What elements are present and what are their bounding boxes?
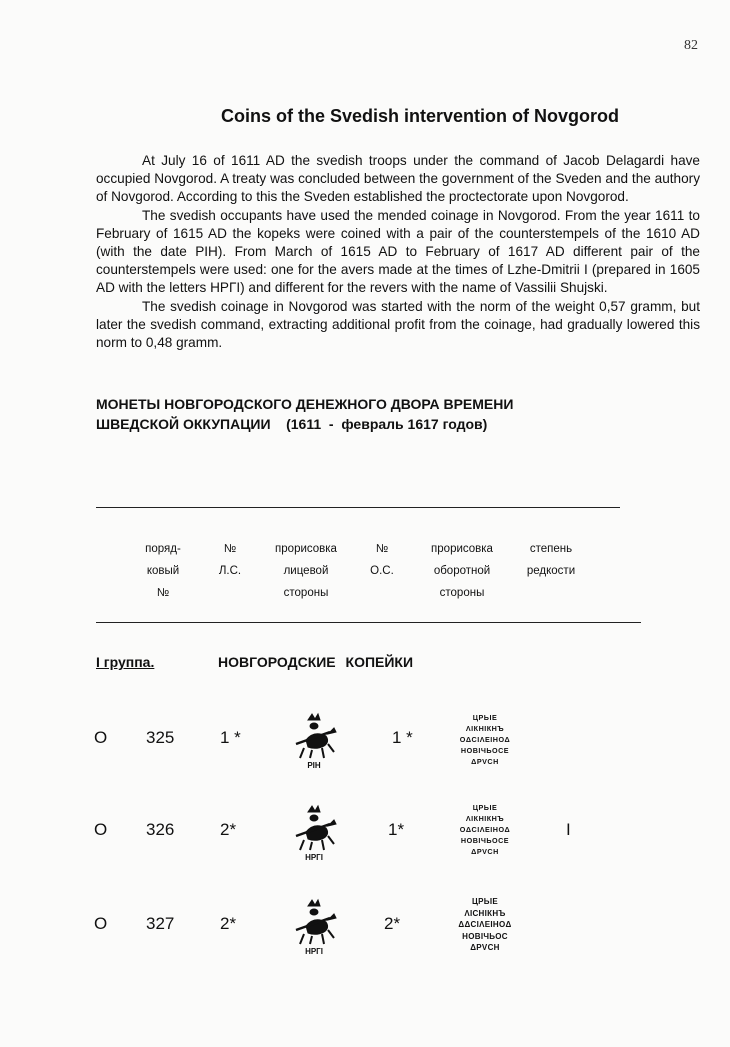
- paragraph: At July 16 of 1611 AD the svedish troops under the command of Jacob Delagardi have occupied Novgorod. A treaty was concluded between the government of the Sveden and the authory of Novgorod. According to this the Sveden established the proctectorate upon Novgorod.: [96, 153, 700, 205]
- group-label: I группа.: [96, 654, 155, 670]
- reverse-number: 1 *: [392, 728, 413, 747]
- coin-obverse-drawing: [284, 710, 346, 772]
- russian-heading: [96, 394, 513, 434]
- column-header-reverse-number: № О.С.: [370, 543, 394, 577]
- column-header-serial: поряд- ковый №: [145, 543, 181, 599]
- obverse-number: 1 *: [220, 728, 241, 747]
- svg-text:НРГI: НРГI: [305, 947, 323, 956]
- column-header-obverse-drawing: прорисовка лицевой стороны: [275, 543, 337, 599]
- paragraph: The svedish coinage in Novgorod was started with the norm of the weight 0,57 gramm, but later the svedish command, extracting additional profit from the coinage, had gradually lowered this norm to 0,48 gramm.: [96, 298, 700, 351]
- rarity-mark: О: [94, 914, 108, 933]
- horseman-icon: [284, 710, 346, 772]
- table-top-rule: [96, 507, 620, 508]
- page-number: 82: [684, 38, 698, 53]
- page-title: Coins of the Svedish intervention of Novgorod: [220, 106, 619, 126]
- column-header-rarity: степень редкости: [526, 543, 576, 577]
- rarity-mark: О: [94, 728, 108, 747]
- horseman-icon: [284, 896, 346, 958]
- reverse-number: 2*: [384, 914, 401, 933]
- russian-heading-line: МОНЕТЫ НОВГОРОДСКОГО ДЕНЕЖНОГО ДВОРА ВРЕМЕНИ: [96, 396, 514, 412]
- coin-obverse-drawing: [284, 896, 346, 958]
- horseman-icon: [284, 802, 346, 864]
- obverse-number: 2*: [220, 820, 237, 839]
- column-header-reverse-drawing: прорисовка оборотной стороны: [431, 543, 493, 599]
- paragraph: The svedish occupants have used the mended coinage in Novgorod. From the year 1611 to February of 1615 AD the kopeks were coined with a pair of the counterstempels of the 1610 AD (with the date PIH). From March of 1615 AD to February of 1617 AD different pair of the counterstempels were used: one for the avers made at the times of Lzhe-Dmitrii I (prepared in 1605 AD with the letters HPГI) and different for the revers with the name of Vassilii Shujski.: [96, 207, 700, 296]
- column-header-obverse-number: № Л.С.: [218, 543, 242, 577]
- russian-heading-line: ШВЕДСКОЙ ОККУПАЦИИ (1611 - февраль 1617 годов): [96, 416, 488, 432]
- group-name: НОВГОРОДСКИЕ КОПЕЙКИ: [218, 654, 414, 670]
- serial-number: 325: [146, 728, 175, 747]
- coin-reverse-inscription: ЦРЬIЕ ΛIКНIКНЪ ОΔСIΛЕIНОΔ НОВIЧЬОСЕ ΔРVСН: [459, 803, 511, 856]
- table-row: [0, 800, 730, 870]
- body-text: [96, 152, 700, 352]
- table-row: [0, 892, 730, 962]
- obverse-number: 2*: [220, 914, 237, 933]
- coin-reverse-inscription: ЦРЬIЕ ΛIКНIКНЪ ОΔСIΛЕIНОΔ НОВIЧЬОСЕ ΔРVСН: [459, 713, 511, 766]
- rarity-mark: О: [94, 820, 108, 839]
- reverse-number: 1*: [388, 820, 405, 839]
- serial-number: 327: [146, 914, 175, 933]
- coin-reverse-inscription: ЦРЬIЕ ΛIСНIКНЪ ΔΔСIΛЕIНОΔ НОВIЧЬОС ΔРVСН: [458, 897, 512, 952]
- serial-number: 326: [146, 820, 175, 839]
- table-header-rule: [96, 622, 641, 623]
- svg-text:НРГI: НРГI: [305, 853, 323, 862]
- rarity-degree: I: [566, 820, 571, 839]
- svg-text:РIН: РIН: [307, 761, 321, 770]
- coin-obverse-drawing: [284, 802, 346, 864]
- table-row: [0, 710, 730, 780]
